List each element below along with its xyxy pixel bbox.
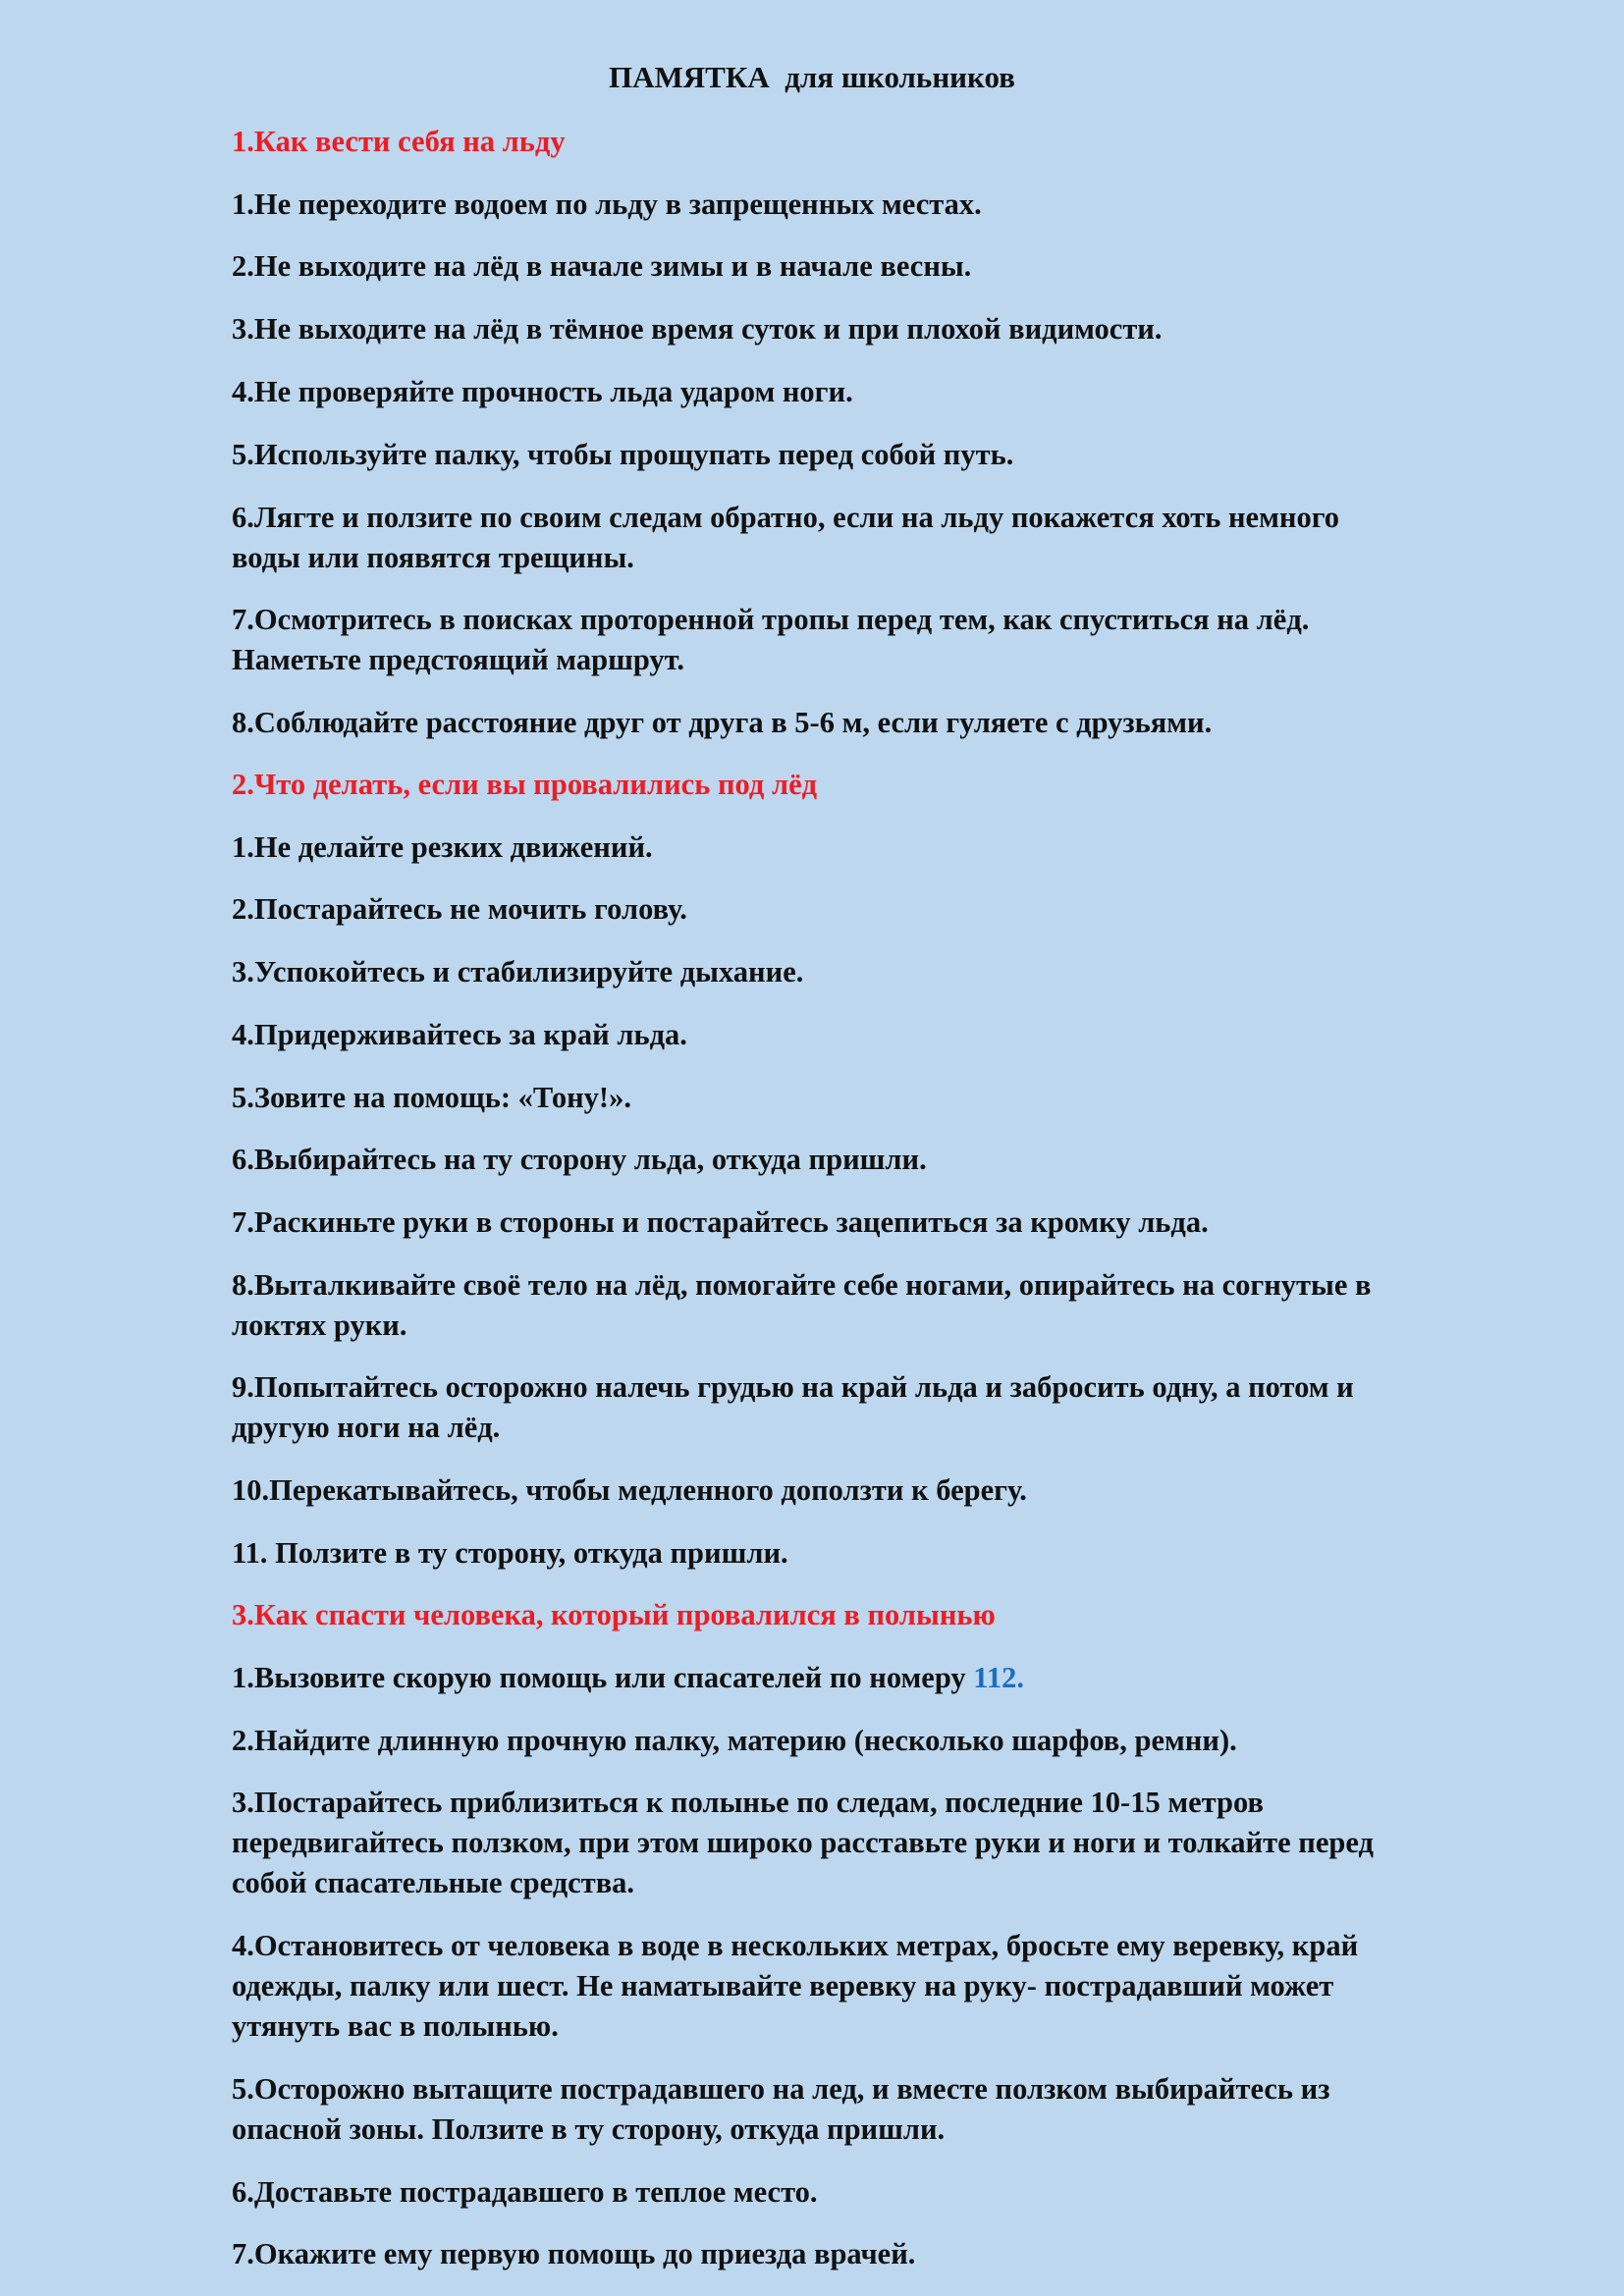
list-item: 2.Найдите длинную прочную палку, материю (несколько шарфов, ремни). [232,1724,1237,1757]
list-item: 2.Постарайтесь не мочить голову. [232,892,687,926]
list-item: 4.Не проверяйте прочность льда ударом ноги. [232,375,853,408]
list-item-continuation: другую ноги на лёд. [232,1411,501,1444]
list-item-continuation: Наметьте предстоящий маршрут. [232,643,684,676]
list-item: 3.Постарайтесь приблизиться к полынье по следам, последние 10-15 метров [232,1786,1264,1819]
section-heading-3: 3.Как спасти человека, который провалился в полынью [232,1598,996,1631]
list-item: 7.Осмотритесь в поисках проторенной тропы перед тем, как спуститься на лёд. [232,603,1310,636]
page-title: ПАМЯТКА для школьников [609,60,1015,94]
list-item-continuation: собой спасательные средства. [232,1866,635,1899]
list-item: 3.Не выходите на лёд в тёмное время суток и при плохой видимости. [232,312,1163,346]
list-item: 6.Доставьте пострадавшего в теплое место. [232,2175,818,2209]
list-item: 4.Остановитесь от человека в воде в нескольких метрах, бросьте ему веревку, край [232,1929,1359,1962]
list-item-continuation: одежды, палку или шест. Не наматывайте веревку на руку- пострадавший может [232,1969,1334,2002]
list-item-continuation: передвигайтесь ползком, при этом широко расставьте руки и ноги и толкайте перед [232,1826,1374,1859]
section-heading-2: 2.Что делать, если вы провалились под лёд [232,768,818,801]
list-item: 6.Выбирайтесь на ту сторону льда, откуда пришли. [232,1143,927,1176]
list-item-continuation: утянуть вас в полынью. [232,2009,559,2043]
section-heading-1: 1.Как вести себя на льду [232,125,566,158]
list-item: 5.Используйте палку, чтобы прощупать перед собой путь. [232,438,1014,471]
list-item: 9.Попытайтесь осторожно налечь грудью на край льда и забросить одну, а потом и [232,1370,1354,1404]
list-item: 3.Успокойтесь и стабилизируйте дыхание. [232,955,804,988]
list-item: 5.Зовите на помощь: «Тону!». [232,1081,631,1114]
list-item: 2.Не выходите на лёд в начале зимы и в начале весны. [232,249,972,283]
list-item: 6.Лягте и ползите по своим следам обратно, если на льду покажется хоть немного [232,501,1340,534]
list-item: 1.Не делайте резких движений. [232,830,653,864]
list-item: 4.Придерживайтесь за край льда. [232,1018,687,1051]
list-item: 10.Перекатывайтесь, чтобы медленного доползти к берегу. [232,1473,1027,1507]
list-item: 11. Ползите в ту сторону, откуда пришли. [232,1536,788,1570]
list-item: 7.Окажите ему первую помощь до приезда врачей. [232,2237,916,2270]
list-item-continuation: воды или появятся трещины. [232,541,634,574]
list-item-continuation: локтях руки. [232,1308,407,1342]
list-item [232,1657,1508,1698]
emergency-phone-number: 112. [973,1661,1024,1694]
list-item: 7.Раскиньте руки в стороны и постарайтесь зацепиться за кромку льда. [232,1205,1209,1239]
list-item: 1.Не переходите водоем по льду в запрещенных местах. [232,187,982,221]
list-item-continuation: опасной зоны. Ползите в ту сторону, откуда пришли. [232,2112,946,2146]
list-item-text: 1.Вызовите скорую помощь или спасателей по номеру [232,1661,974,1694]
list-item: 8.Выталкивайте своё тело на лёд, помогайте себе ногами, опирайтесь на согнутые в [232,1268,1372,1302]
list-item: 8.Соблюдайте расстояние друг от друга в 5-6 м, если гуляете с друзьями. [232,706,1213,739]
list-item: 5.Осторожно вытащите пострадавшего на лед, и вместе ползком выбирайтесь из [232,2072,1330,2106]
